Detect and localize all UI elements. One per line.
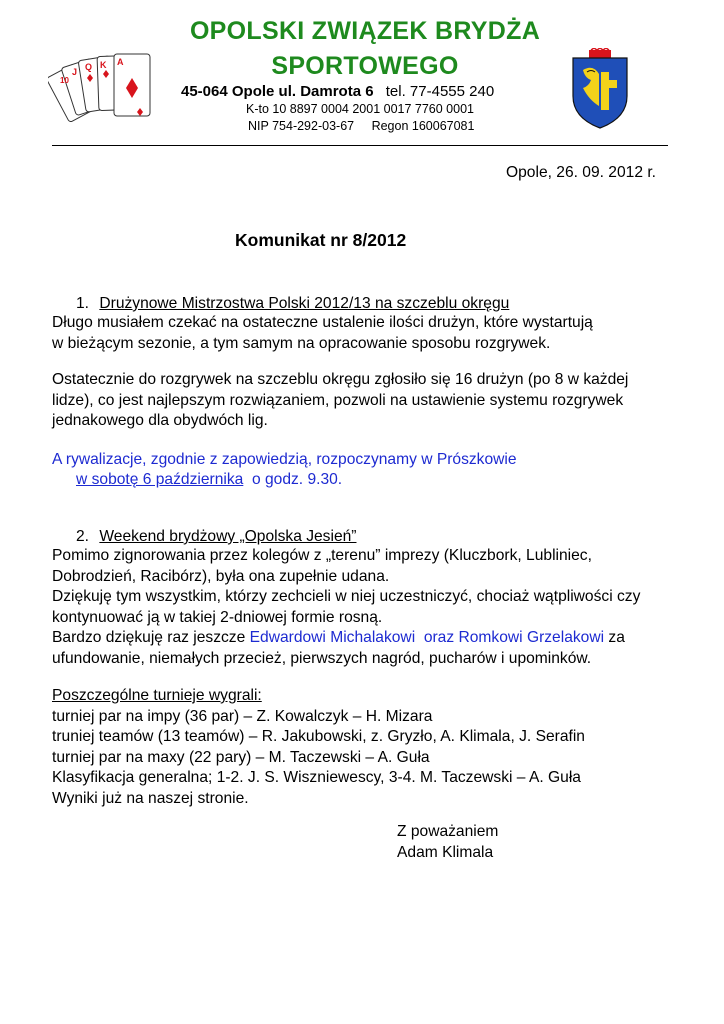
paragraph-line: w bieżącym sezonie, a tym samym na opracowanie sposobu rozgrywek. (52, 334, 551, 352)
section2-number: 2. (76, 528, 90, 545)
section1-title: Drużynowe Mistrzostwa Polski 2012/13 na szczeblu okręgu (99, 295, 510, 312)
communique-heading: Komunikat nr 8/2012 (235, 230, 407, 250)
start-time: o godz. 9.30. (243, 471, 343, 488)
section2-title: Weekend brydżowy „Opolska Jesień” (99, 528, 357, 545)
svg-text:A: A (117, 57, 124, 67)
nip: NIP 754-292-03-67 (248, 119, 355, 133)
winners-heading: Poszczególne turnieje wygrali: (52, 687, 262, 704)
paragraph-line: kontynuować ją w takiej 2-dniowej formie rosną. (52, 608, 383, 626)
svg-text:J: J (72, 67, 78, 77)
signer-name: Adam Klimala (397, 843, 494, 861)
paragraph-line: Długo musiałem czekać na ostateczne ustalenie ilości drużyn, które wystartują (52, 314, 593, 331)
phone: tel. 77-4555 240 (385, 83, 495, 100)
bank-account: K-to 10 8897 0004 2001 0017 7760 0001 (246, 102, 474, 116)
start-date-line (76, 470, 342, 491)
winner-line: truniej teamów (13 teamów) – R. Jakubowski, z. Gryzło, A. Klimala, J. Serafin (52, 728, 585, 745)
org-title-line2: SPORTOWEGO (271, 52, 459, 80)
paragraph-line: Ostatecznie do rozgrywek na szczeblu okręgu zgłosiło się 16 drużyn (po 8 w każdej (52, 371, 629, 388)
thanks-suffix: za (604, 629, 625, 646)
regon: Regon 160067081 (371, 119, 475, 133)
paragraph-line: Dziękuję tym wszystkim, którzy zechcieli w niej uczestniczyć, chociaż wątpliwości czy (52, 588, 641, 605)
signature-block (397, 822, 498, 863)
paragraph-line: lidze), co jest najlepszym rozwiązaniem, pozwoli na ustawienie systemu rozgrywek (52, 391, 624, 409)
thanks-prefix: Bardzo dziękuję raz jeszcze (52, 629, 250, 646)
section1-paragraph2 (52, 370, 628, 432)
address: 45-064 Opole ul. Damrota 6 (181, 83, 374, 100)
org-title-line1: OPOLSKI ZWIĄZEK BRYDŻA (189, 17, 541, 45)
winner-line: Klasyfikacja generalna; 1-2. J. S. Wiszniewescy, 3-4. M. Taczewski – A. Guła (52, 769, 581, 786)
paragraph-line: Pomimo zignorowania przez kolegów z „terenu” imprezy (Kluczbork, Lubliniec, (52, 547, 592, 564)
results-note: Wyniki już na naszej stronie. (52, 789, 249, 807)
svg-text:K: K (100, 60, 107, 70)
start-date: w sobotę 6 października (76, 471, 244, 488)
thanks-line (52, 628, 640, 649)
sponsor-names: Edwardowi Michalakowi oraz Romkowi Grzelakowi (249, 629, 605, 646)
section1-paragraph1 (52, 313, 593, 354)
paragraph-line: ufundowanie, niemałych przecież, pierwszych nagród, pucharów i upominków. (52, 649, 592, 667)
winner-line: turniej par na impy (36 par) – Z. Kowalczyk – H. Mizara (52, 707, 433, 725)
paragraph-line: Dobrodzień, Racibórz), była ona zupełnie udana. (52, 567, 390, 585)
winner-line: turniej par na maxy (22 pary) – M. Taczewski – A. Guła (52, 748, 430, 766)
section1-heading (76, 294, 509, 315)
section2-body (52, 546, 640, 669)
nip-regon-line (248, 119, 474, 133)
header-divider (52, 145, 668, 146)
address-line (181, 83, 494, 100)
start-announcement: A rywalizacje, zgodnie z zapowiedzią, rozpoczynamy w Prószkowie (52, 451, 517, 468)
section2-heading (76, 527, 356, 548)
paragraph-line: jednakowego dla obydwóch lig. (52, 412, 268, 429)
closing: Z poważaniem (397, 823, 499, 840)
opole-coat-of-arms-icon (569, 48, 631, 130)
svg-text:10: 10 (60, 76, 69, 85)
date-line: Opole, 26. 09. 2012 r. (506, 164, 656, 181)
svg-text:Q: Q (85, 62, 93, 72)
section1-number: 1. (76, 295, 90, 312)
winners-block (52, 686, 585, 809)
